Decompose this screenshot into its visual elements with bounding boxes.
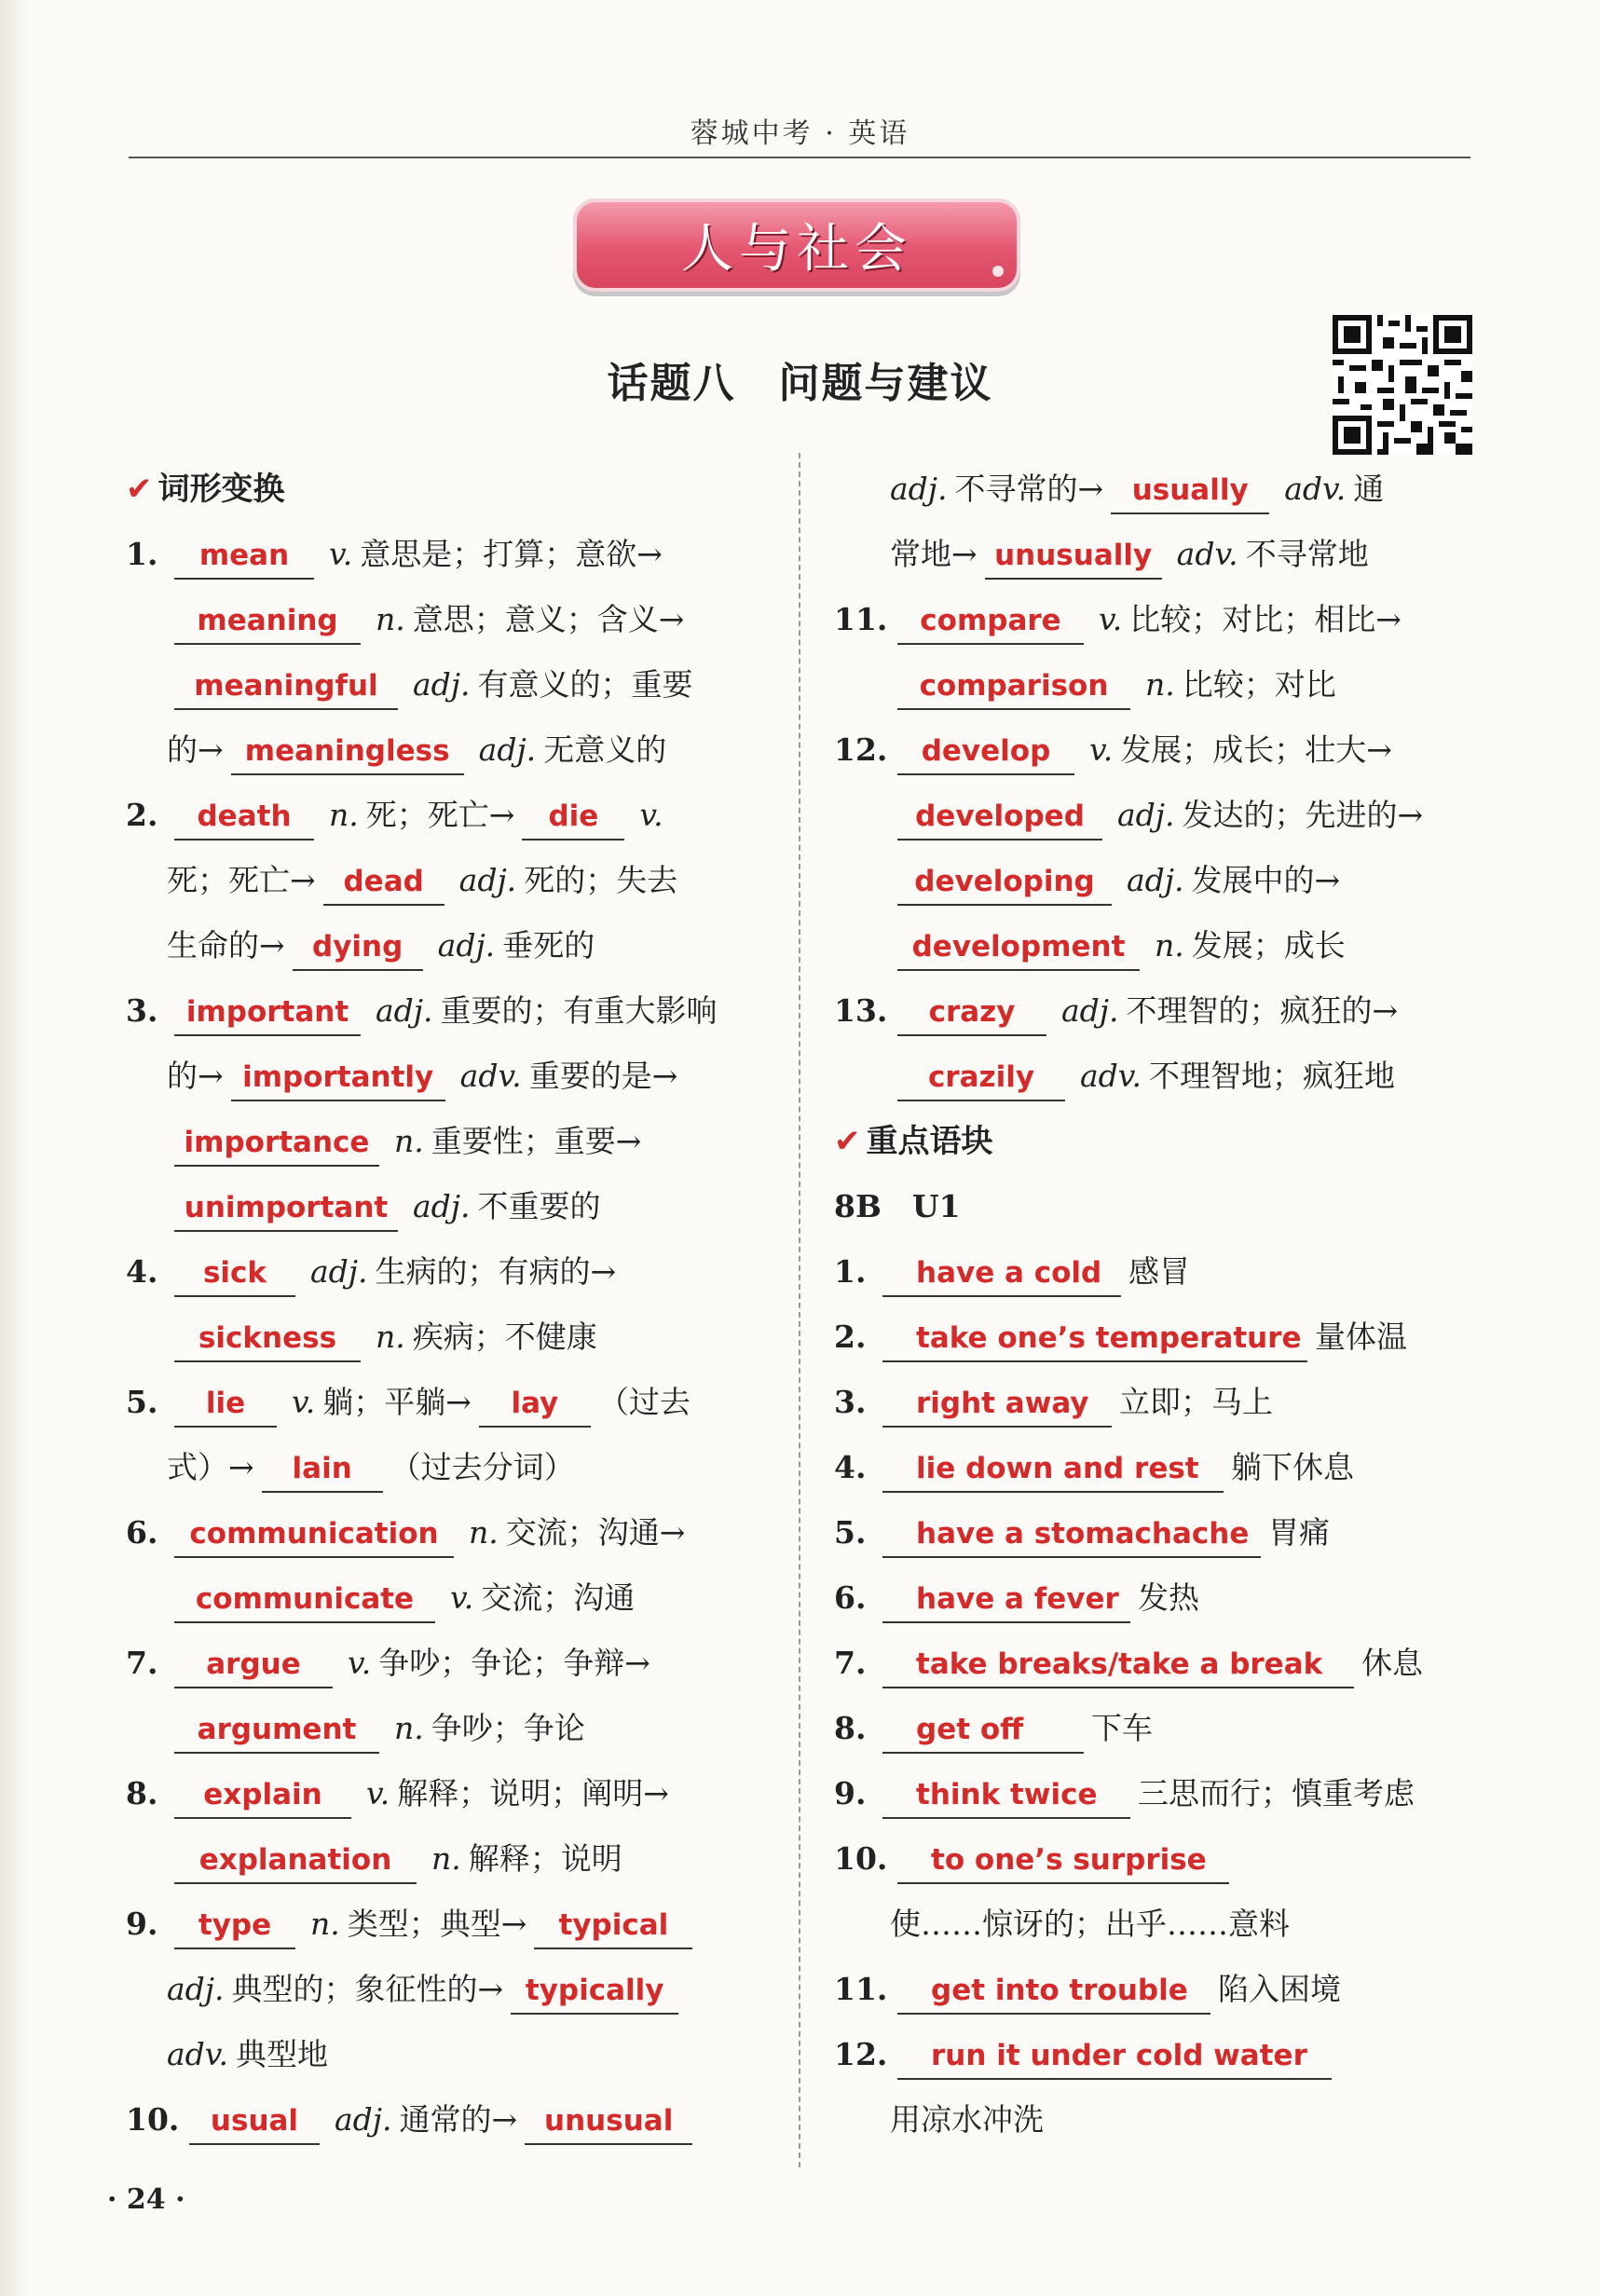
banner-dot <box>992 266 1004 277</box>
answer-blank[interactable]: lie <box>174 1381 277 1428</box>
qr-code[interactable] <box>1333 315 1472 455</box>
phrase-item: 2. take one’s temperature 量体温 <box>834 1305 1477 1370</box>
answer-blank[interactable]: typical <box>534 1903 692 1949</box>
answer-blank[interactable]: dead <box>323 859 444 906</box>
word-form-item: 8. explain v. 解释；说明；阐明→ <box>126 1761 769 1826</box>
answer-blank[interactable]: communication <box>174 1511 454 1558</box>
answer-blank[interactable]: lay <box>479 1381 591 1428</box>
answer-blank[interactable]: unimportant <box>174 1185 398 1232</box>
section-word-forms-heading: ✔ 词形变换 <box>126 471 285 508</box>
phrase-item: 7. take breaks/take a break 休息 <box>834 1631 1477 1696</box>
phrase-item: 9. think twice 三思而行；慎重考虑 <box>834 1761 1477 1826</box>
unit-label: 8B U1 <box>834 1188 961 1224</box>
answer-blank[interactable]: dying <box>293 924 423 971</box>
phrase-item: 10. to one’s surprise <box>834 1826 1477 1892</box>
word-form-item: 7. argue v. 争吵；争论；争辩→ <box>126 1631 769 1696</box>
answer-blank[interactable]: die <box>522 794 624 840</box>
answer-blank[interactable]: lie down and rest <box>882 1446 1224 1493</box>
answer-blank[interactable]: development <box>897 924 1140 971</box>
answer-blank[interactable]: develop <box>897 729 1074 775</box>
answer-blank[interactable]: have a fever <box>882 1577 1130 1623</box>
running-header: 蓉城中考 · 英语 <box>690 117 910 150</box>
answer-blank[interactable]: developing <box>897 859 1112 906</box>
section-key-phrases-heading: ✔ 重点语块 <box>834 1123 993 1160</box>
word-form-item: 4. sick adj. 生病的；有病的→ <box>126 1239 769 1305</box>
answer-blank[interactable]: think twice <box>882 1772 1130 1819</box>
answer-blank[interactable]: argument <box>174 1707 379 1754</box>
answer-blank[interactable]: usually <box>1111 468 1269 514</box>
page-shadow <box>0 0 28 2296</box>
phrase-item: 8. get off 下车 <box>834 1696 1477 1761</box>
answer-blank[interactable]: get into trouble <box>897 1968 1210 2015</box>
answer-blank[interactable]: lain <box>262 1446 383 1493</box>
word-form-item: 9. type n. 类型；典型→ typical <box>126 1892 769 1957</box>
answer-blank[interactable]: take one’s temperature <box>882 1316 1307 1362</box>
answer-blank[interactable]: unusually <box>985 533 1162 580</box>
answer-blank[interactable]: meaningful <box>174 663 398 710</box>
phrase-item: 12. run it under cold water <box>834 2022 1477 2087</box>
answer-blank[interactable]: argue <box>174 1642 333 1688</box>
answer-blank[interactable]: importantly <box>231 1055 445 1101</box>
answer-blank[interactable]: typically <box>511 1968 678 2015</box>
page-number: · 24 · <box>107 2183 185 2216</box>
answer-blank[interactable]: usual <box>189 2098 320 2145</box>
header-rule <box>129 157 1470 158</box>
check-icon: ✔ <box>834 1123 861 1160</box>
answer-blank[interactable]: crazily <box>897 1055 1065 1101</box>
column-divider <box>799 453 800 2167</box>
word-form-item: 3. important adj. 重要的；有重大影响 <box>126 978 769 1044</box>
banner-text: 人与社会 <box>681 219 912 280</box>
answer-blank[interactable]: right away <box>882 1381 1112 1428</box>
answer-blank[interactable]: important <box>174 990 361 1036</box>
answer-blank[interactable]: compare <box>897 598 1084 645</box>
answer-blank[interactable]: have a stomachache <box>882 1511 1261 1558</box>
answer-blank[interactable]: importance <box>174 1120 379 1167</box>
answer-blank[interactable]: have a cold <box>882 1250 1121 1297</box>
check-icon: ✔ <box>126 471 153 508</box>
theme-banner <box>573 198 1020 292</box>
phrase-item: 1. have a cold 感冒 <box>834 1239 1477 1305</box>
word-form-item: 12. develop v. 发展；成长；壮大→ <box>834 718 1477 783</box>
answer-blank[interactable]: to one’s surprise <box>897 1838 1229 1884</box>
answer-blank[interactable]: crazy <box>897 990 1046 1036</box>
phrase-item: 11. get into trouble 陷入困境 <box>834 1957 1477 2022</box>
answer-blank[interactable]: run it under cold water <box>897 2033 1332 2080</box>
word-form-item: 5. lie v. 躺；平躺→ lay （过去 <box>126 1370 769 1435</box>
answer-blank[interactable]: sickness <box>174 1316 361 1362</box>
word-form-item: 11. compare v. 比较；对比；相比→ <box>834 587 1477 652</box>
answer-blank[interactable]: developed <box>897 794 1102 840</box>
answer-blank[interactable]: meaning <box>174 598 361 645</box>
answer-blank[interactable]: explain <box>174 1772 351 1819</box>
word-form-item: 10. usual adj. 通常的→ unusual <box>126 2087 769 2152</box>
left-column: ✔ 词形变换 1. mean v. 意思是；打算；意欲→ meaning n. 意思；意义；含义→ meaningful adj. 有意义的；重要 的→ meaningless adj. 无意义的 2. death n. 死；死亡→ die v. 死；死亡→ dead adj. 死的；失去 生命的→ dying adj. 垂死的 3. important adj. 重要的；有重大影响 的→ importantly adv. 重要的是→ importance n. 重要性；重要→ unimportant adj. 不重要的 4. sick adj. 生病的；有病的→ sickness n. 疾病；不健康 5. lie v. 躺；平躺→ lay （过去 式）→ lain （过去分词） 6. communication n. 交流；沟通→ communicate v. 交流；沟通 7. argue v. 争吵；争论；争辩→ argument n. 争吵；争论 8. explain v. 解释；说明；阐明→ explanation n. 解释；说明 9. type n. 类型；典型→ typical adj. 典型的；象征性的→ typically adv. 典型地 10. usual adj. 通常的→ unusual <box>126 457 769 2152</box>
answer-blank[interactable]: unusual <box>525 2098 692 2145</box>
answer-blank[interactable]: take breaks/take a break <box>882 1642 1354 1688</box>
phrase-item: 6. have a fever 发热 <box>834 1565 1477 1631</box>
word-form-item: 13. crazy adj. 不理智的；疯狂的→ <box>834 978 1477 1044</box>
answer-blank[interactable]: death <box>174 794 314 840</box>
answer-blank[interactable]: get off <box>882 1707 1084 1754</box>
phrase-item: 3. right away 立即；马上 <box>834 1370 1477 1435</box>
right-column: adj. 不寻常的→ usually adv. 通 常地→ unusually adv. 不寻常地 11. compare v. 比较；对比；相比→ comparison n. 比较；对比 12. develop v. 发展；成长；壮大→ developed adj. 发达的；先进的→ developing adj. 发展中的→ development n. 发展；成长 13. crazy adj. 不理智的；疯狂的→ crazily adv. 不理智地；疯狂地 ✔ 重点语块 8B U1 1. have a cold 感冒 2. take one’s temperature 量体温 3. right away 立即；马上 4. lie down and rest 躺下休息 5. have a stomachache 胃痛 6. have a fever 发热 7. take breaks/take a break 休息 8. get off 下车 9. think twice 三思而行；慎重考虑 10. to one’s surprise 使……惊讶的；出乎……意料 11. get into trouble 陷入困境 12. run it under cold water 用凉水冲洗 <box>834 457 1477 2152</box>
phrase-item: 4. lie down and rest 躺下休息 <box>834 1435 1477 1500</box>
answer-blank[interactable]: sick <box>174 1250 295 1297</box>
word-form-item: 2. death n. 死；死亡→ die v. <box>126 783 769 848</box>
answer-blank[interactable]: explanation <box>174 1838 417 1884</box>
word-form-item: 6. communication n. 交流；沟通→ <box>126 1500 769 1565</box>
answer-blank[interactable]: meaningless <box>231 729 464 775</box>
answer-blank[interactable]: comparison <box>897 663 1130 710</box>
phrase-item: 5. have a stomachache 胃痛 <box>834 1500 1477 1565</box>
answer-blank[interactable]: mean <box>174 533 314 580</box>
topic-title: 话题八 问题与建议 <box>607 360 993 407</box>
answer-blank[interactable]: communicate <box>174 1577 435 1623</box>
word-form-item: 1. mean v. 意思是；打算；意欲→ <box>126 522 769 587</box>
answer-blank[interactable]: type <box>174 1903 295 1949</box>
